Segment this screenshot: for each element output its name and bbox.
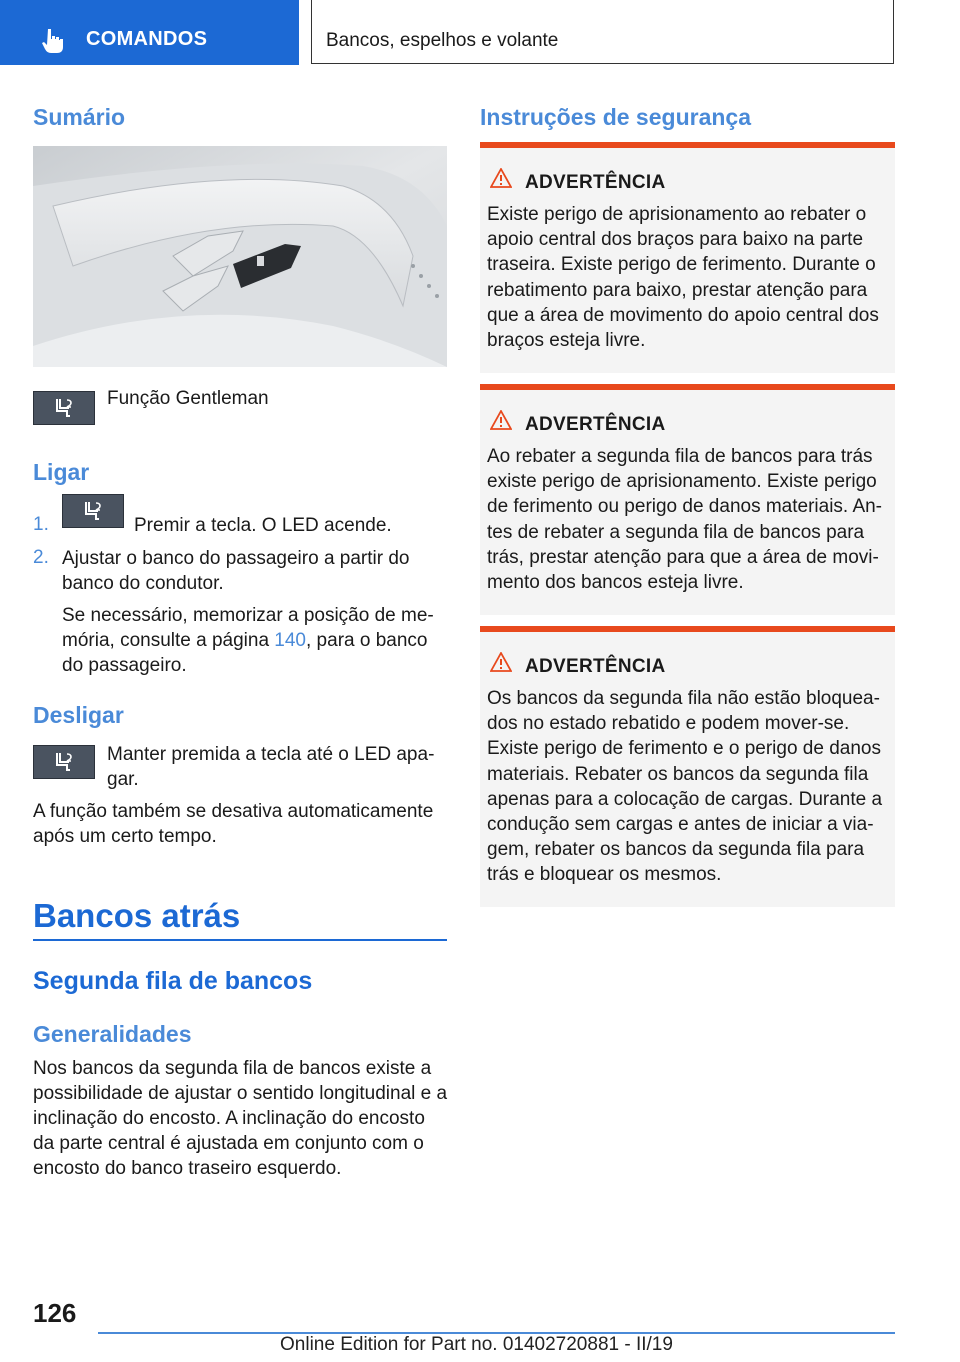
pointing-hand-icon	[40, 27, 66, 53]
step-note: do passageiro.	[62, 655, 187, 676]
warning-triangle-icon	[490, 652, 512, 672]
section-tab[interactable]	[0, 0, 299, 65]
section-tab-label: COMANDOS	[86, 28, 208, 50]
off-text: Manter premida a tecla até o LED apa‐	[107, 744, 435, 765]
auto-off-text: A função também se desativa automaticamente	[33, 801, 434, 822]
warning-box	[480, 142, 895, 373]
warning-triangle-icon	[490, 410, 512, 430]
step-text: Premir a tecla. O LED acende.	[134, 515, 392, 536]
general-text: inclinação do encosto. A inclinação do encosto	[33, 1108, 425, 1129]
second-row-heading: Segunda fila de bancos	[33, 967, 313, 995]
step-note: Se necessário, memorizar a posição de me‐	[62, 605, 434, 626]
edition-note: Online Edition for Part no. 01402720881 - II/19	[280, 1334, 673, 1355]
warning-text: Os bancos da segunda fila não estão bloquea‐ dos no estado rebatido e podem mover-se. Existe perigo de ferimento e o perigo de danos materiais. Rebater os bancos da segunda fila apenas para a colocação de cargas. Durante a condução sem cargas e antes de iniciar a via‐ gem, rebater os bancos da segunda fila para trás e bloquear os mesmos.	[487, 688, 883, 886]
auto-off-text: após um certo tempo.	[33, 826, 217, 847]
step-note: mória, consulte a página 140, para o banco	[62, 630, 428, 651]
warning-triangle-icon	[490, 168, 512, 188]
seat-gentleman-button-icon	[62, 494, 124, 528]
warning-title: ADVERTÊNCIA	[525, 172, 666, 193]
step-text: Ajustar o banco do passageiro a partir do	[62, 548, 410, 569]
page-reference-link[interactable]: 140	[274, 630, 306, 651]
gentleman-button-photo	[33, 146, 447, 367]
warning-box	[480, 626, 895, 907]
summary-heading: Sumário	[33, 104, 126, 130]
warning-title: ADVERTÊNCIA	[525, 656, 666, 677]
seat-gentleman-button-icon	[33, 391, 95, 425]
chapter-title-box	[311, 0, 894, 64]
general-text: encosto do banco traseiro esquerdo.	[33, 1158, 342, 1179]
general-text: possibilidade de ajustar o sentido longitudinal e a	[33, 1083, 448, 1104]
on-heading: Ligar	[33, 459, 90, 485]
seat-gentleman-button-icon	[33, 745, 95, 779]
off-heading: Desligar	[33, 702, 124, 728]
warning-box	[480, 384, 895, 615]
warning-title: ADVERTÊNCIA	[525, 414, 666, 435]
function-caption: Função Gentleman	[107, 388, 269, 409]
general-text: da parte central é ajustada em conjunto com o	[33, 1133, 424, 1154]
general-text: Nos bancos da segunda fila de bancos existe a	[33, 1058, 432, 1079]
page-number: 126	[33, 1298, 77, 1328]
off-text: gar.	[107, 769, 139, 790]
step-text: banco do condutor.	[62, 573, 224, 594]
chapter-title: Bancos, espelhos e volante	[326, 30, 559, 51]
step-number: 2.	[33, 547, 49, 568]
warning-text: Ao rebater a segunda fila de bancos para trás existe perigo de aprisionamento. Existe perigo de ferimento ou perigo de danos materiais. An‐ tes de rebater a segunda fila de bancos para trás, prestar atenção para que a área de movi‐ mento dos bancos esteja livre.	[487, 446, 883, 594]
general-heading: Generalidades	[33, 1021, 192, 1047]
heading-rule	[33, 939, 447, 941]
step-number: 1.	[33, 514, 49, 535]
warning-text: Existe perigo de aprisionamento ao rebater o apoio central dos braços para baixo na parte traseira. Existe perigo de ferimento. Durante o rebatimento para baixo, prestar atenção para que a área de movimento do apoio central dos braços esteja livre.	[487, 204, 879, 352]
safety-heading: Instruções de segurança	[480, 104, 751, 130]
rear-seats-heading: Bancos atrás	[33, 897, 241, 934]
